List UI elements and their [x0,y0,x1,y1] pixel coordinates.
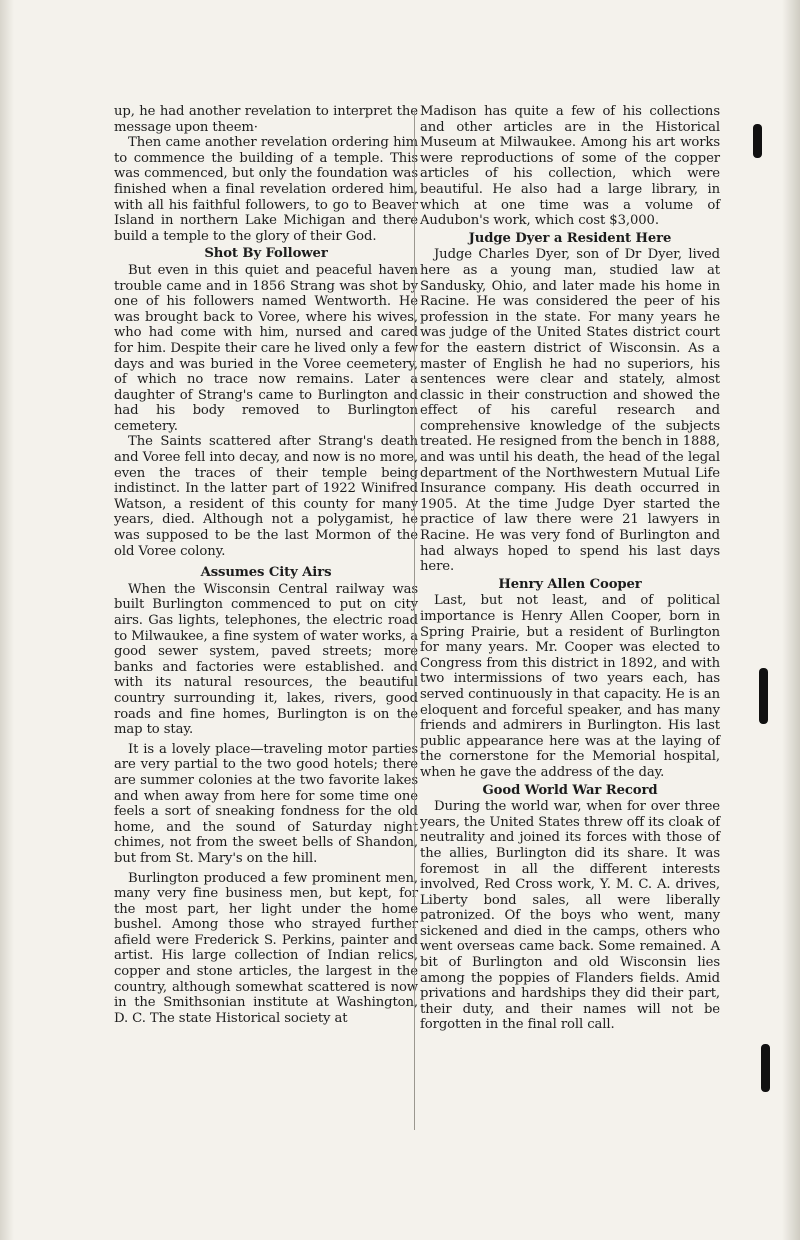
scan-edge-left [0,0,14,1240]
section-heading: Shot By Follower [204,246,328,262]
scan-edge-right [782,0,800,1240]
column-divider [414,110,415,1130]
paragraph: But even in this quiet and peaceful haven trouble came and in 1856 Strang was shot by one of his followers named Wentworth. He was brought back to Voree, where his wives, who had come with him, nursed and cared for him. Despite their care he lived only a few days and was buried in the Voree ceemetery, of which no trace now remains. Later a daughter of Strang's came to Burlington and had his body removed to Burlington cemetery. [114,262,418,434]
scan-mark-middle [759,668,768,724]
scan-mark-top [753,124,762,158]
right-column [420,104,720,1033]
paragraph: During the world war, when for over three years, the United States threw off its cloak of neutrality and joined its forces with those of the allies, Burlington did its share. It was foremost in all the different interests involved, Red Cross work, Y. M. C. A. drives, Liberty bond sales, all were liberally patronized. Of the boys who went, many sickened and died in the camps, others who went overseas came back. Some remained. A bit of Burlington and old Wisconsin lies among the poppies of Flanders fields. Amid privations and hardships they did their part, their duty, and their names will not be forgotten in the final roll call. [420,799,720,1033]
paragraph: When the Wisconsin Central railway was built Burlington commenced to put on city airs. Gas lights, telephones, the electric road to Milwaukee, a fine system of water works, a good sewer system, paved streets; more banks and factories were established. and with its natural resources, the beautiful country surrounding it, lakes, rivers, good roads and fine homes, Burlington is on the map to stay. [114,581,418,738]
paragraph: The Saints scattered after Strang's death and Voree fell into decay, and now is no more, even the traces of their temple being indistinct. In the latter part of 1922 Winifred Watson, a resident of this county for many years, died. Although not a polygamist, he was supposed to be the last Mormon of the old Voree colony. [114,434,418,559]
left-column [114,104,418,1026]
paragraph: Burlington produced a few prominent men, many very fine business men, but kept, for the most part, her light under the home bushel. Among those who strayed further afield were Frederick S. Perkins, painter and artist. His large collection of Indian relics, copper and stone articles, the largest in the country, although somewhat scattered is now in the Smithsonian institute at Washington, D. C. The state Historical society at [114,870,418,1026]
section-heading: Henry Allen Cooper [498,576,642,592]
paragraph: It is a lovely place—traveling motor parties are very partial to the two good hotels; there are summer colonies at the two favorite lakes and when away from here for some time one feels a sort of sneaking fondness for the old home, and the sound of Saturday night chimes, not from the sweet bells of Shandon, but from St. Mary's on the hill. [114,741,418,866]
section-heading: Assumes City Airs [200,565,332,581]
paragraph: Judge Charles Dyer, son of Dr Dyer, lived here as a young man, studied law at Sandusky, Ohio, and later made his home in Racine. He was considered the peer of his profession in the state. For many years he was judge of the United States district court for the eastern district of Wisconsin. As a master of English he had no superiors, his sentences were clear and stately, almost classic in their construction and showed the effect of his careful research and comprehensive knowledge of the subjects treated. He resigned from the bench in 1888, and was until his death, the head of the legal department of the Northwestern Mutual Life Insurance company. His death occurred in 1905. At the time Judge Dyer started the practice of law there were 21 lawyers in Racine. He was very fond of Burlington and had always hoped to spend his last days here. [420,247,720,575]
paragraph: Last, but not least, and of political importance is Henry Allen Cooper, born in Spring Prairie, but a resident of Burlington for many years. Mr. Cooper was elected to Congress from this district in 1892, and with two intermissions of two years each, has served continuously in that capacity. He is an eloquent and forceful speaker, and has many friends and admirers in Burlington. His last public appearance here was at the laying of the cornerstone for the Memorial hospital, when he gave the address of the day. [420,593,720,780]
section-heading: Good World War Record [482,782,658,798]
scan-mark-bottom [761,1044,770,1092]
section-heading: Judge Dyer a Resident Here [468,230,672,246]
paragraph: Then came another revelation ordering him to commence the building of a temple. This was commenced, but only the foundation was finished when a final revelation ordered him, with all his faithful followers, to go to Beaver Island in northern Lake Michigan and there build a temple to the glory of their God. [114,135,418,244]
paragraph: up, he had another revelation to interpret the message upon theem· [114,104,418,135]
paragraph: Madison has quite a few of his collections and other articles are in the Historical Museum at Milwaukee. Among his art works were reproductions of some of the copper articles of his collection, which were beautiful. He also had a large library, in which at one time was a volume of Audubon's work, which cost $3,000. [420,104,720,229]
